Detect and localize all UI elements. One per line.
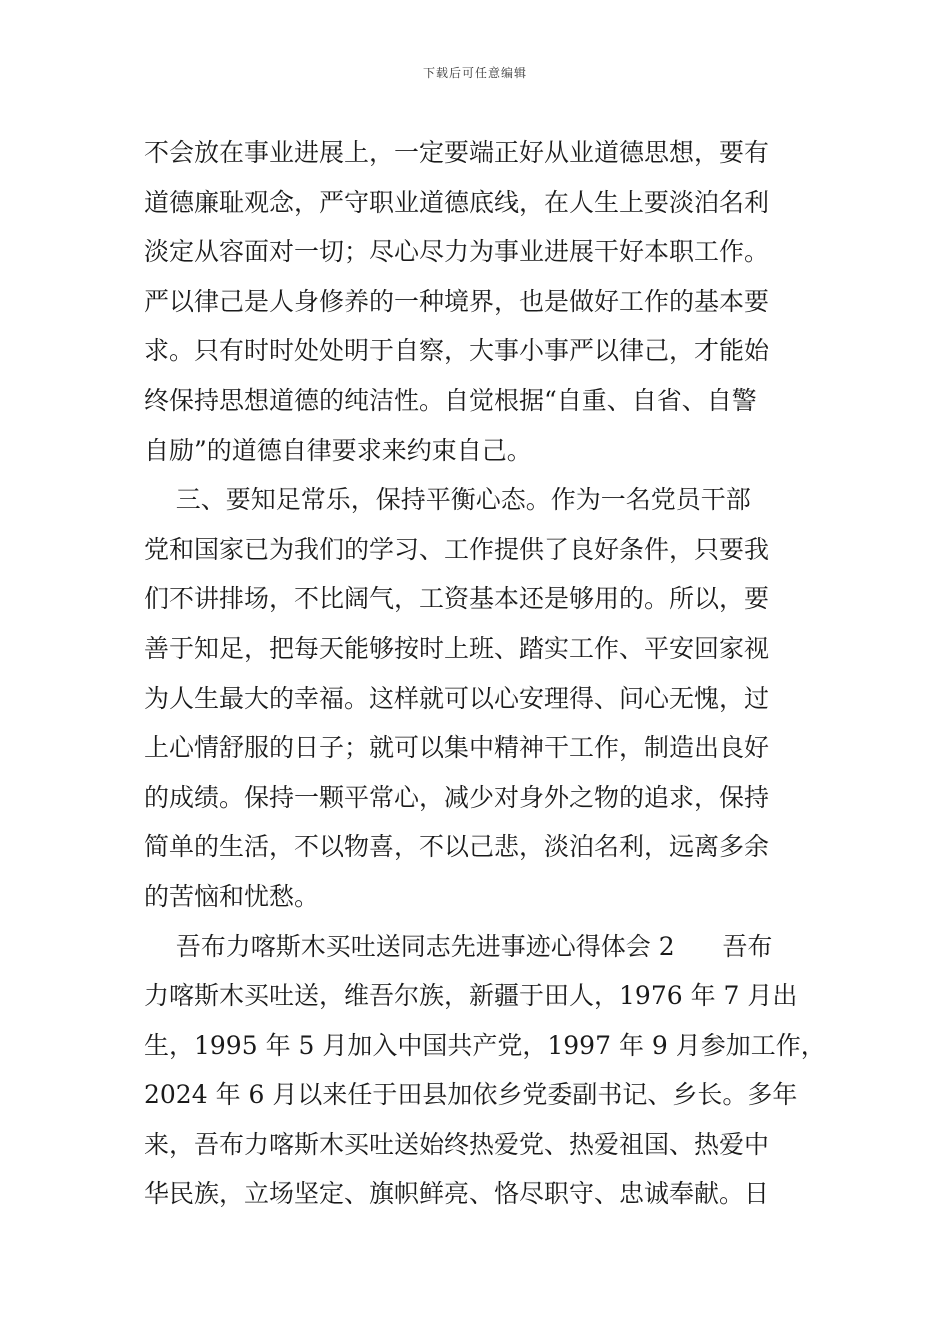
text-line: 们不讲排场，不比阔气，工资基本还是够用的。所以，要 xyxy=(144,584,770,614)
text-line: 的成绩。保持一颗平常心，减少对身外之物的追求，保持 xyxy=(144,782,770,812)
text-line: 上心情舒服的日子；就可以集中精神干工作，制造出良好 xyxy=(144,733,770,763)
text-line: 终保持思想道德的纯洁性。自觉根据“自重、自省、自警 xyxy=(144,385,757,415)
text-line: 力喀斯木买吐送，维吾尔族，新疆于田人，1976 年 7 月出 xyxy=(144,981,798,1011)
text-line: 善于知足，把每天能够按时上班、踏实工作、平安回家视 xyxy=(144,633,770,663)
text-line: 自励”的道德自律要求来约束自己。 xyxy=(144,435,532,465)
text-line: 党和国家已为我们的学习、工作提供了良好条件，只要我 xyxy=(144,534,770,564)
text-line: 的苦恼和忧愁。 xyxy=(144,881,320,911)
text-line: 不会放在事业进展上，一定要端正好从业道德思想，要有 xyxy=(144,138,770,167)
text-line: 严以律己是人身修养的一种境界，也是做好工作的基本要 xyxy=(144,286,770,316)
page-header-note: 下载后可任意编辑 xyxy=(422,66,527,80)
text-line: 2024 年 6 月以来任于田县加依乡党委副书记、乡长。多年 xyxy=(144,1080,798,1110)
text-line: 华民族，立场坚定、旗帜鲜亮、恪尽职守、忠诚奉献。日 xyxy=(144,1179,770,1209)
document-body xyxy=(144,128,824,1219)
text-line: 三、要知足常乐，保持平衡心态。作为一名党员干部 xyxy=(144,485,751,515)
text-line: 为人生最大的幸福。这样就可以心安理得、问心无愧，过 xyxy=(144,683,770,713)
text-line: 道德廉耻观念，严守职业道德底线，在人生上要淡泊名利 xyxy=(144,187,770,217)
text-line: 求。只有时时处处明于自察，大事小事严以律己，才能始 xyxy=(144,336,770,366)
text-line: 吾布力喀斯木买吐送同志先进事迹心得体会 2 吾布 xyxy=(144,931,773,961)
text-line: 淡定从容面对一切；尽心尽力为事业进展干好本职工作。 xyxy=(144,237,770,267)
text-line: 生，1995 年 5 月加入中国共产党，1997 年 9 月参加工作， xyxy=(144,1030,826,1060)
text-line: 简单的生活，不以物喜，不以己悲，淡泊名利，远离多余 xyxy=(144,832,770,862)
text-line: 来，吾布力喀斯木买吐送始终热爱党、热爱祖国、热爱中 xyxy=(144,1129,770,1159)
